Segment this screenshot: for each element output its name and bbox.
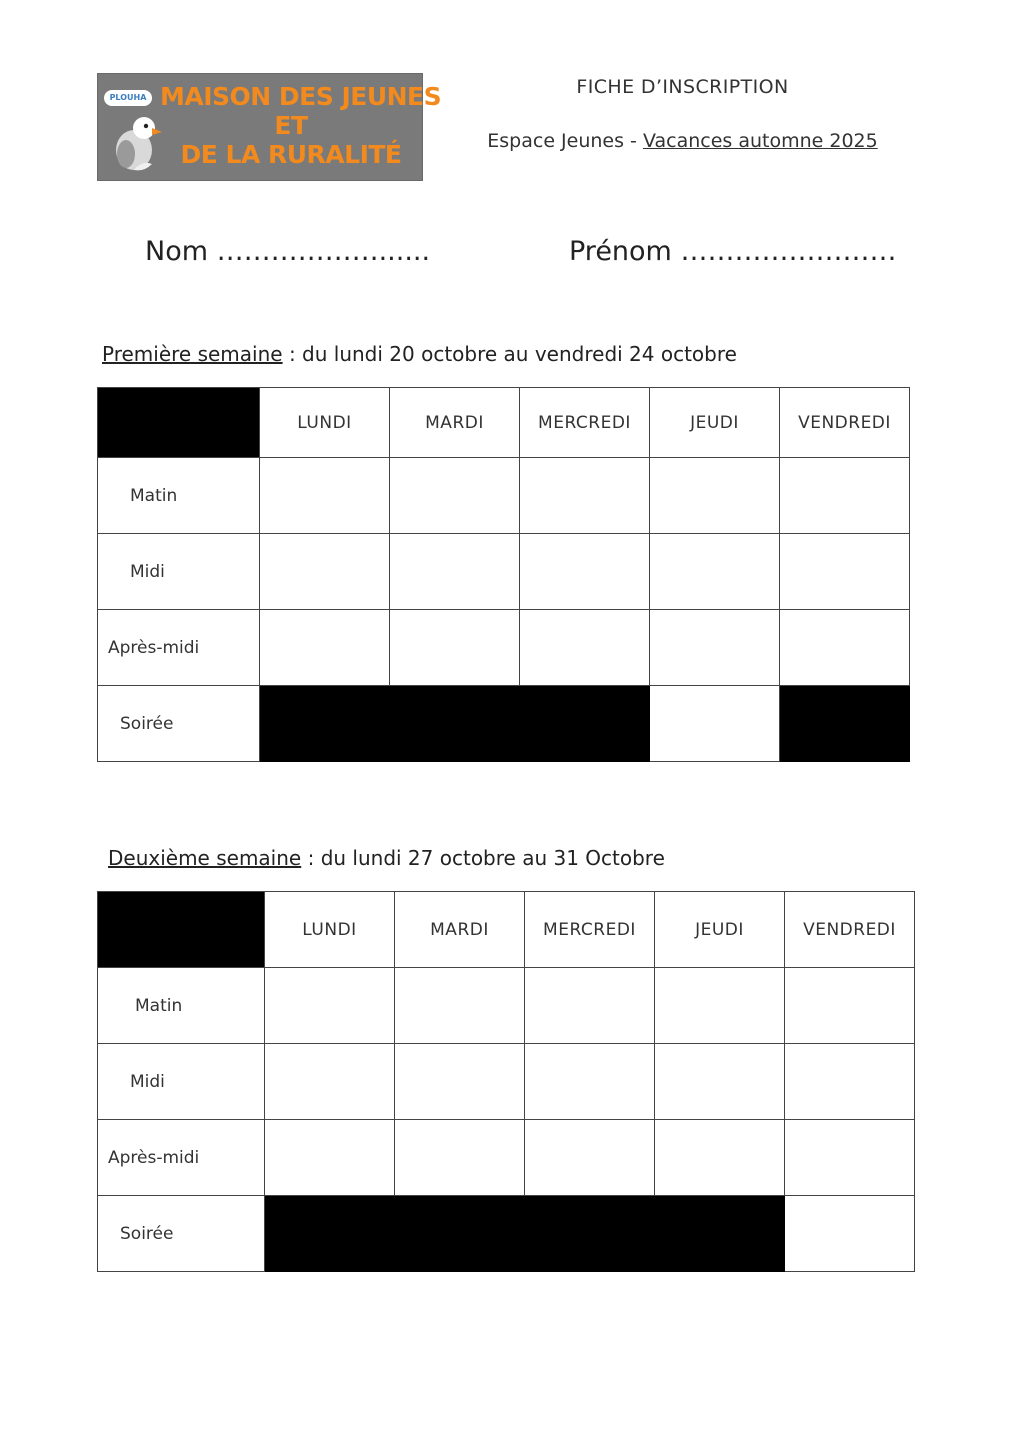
- table-row: [98, 686, 910, 762]
- day-header: JEUDI: [655, 892, 785, 968]
- corner-cell: [98, 892, 265, 968]
- logo-badge: PLOUHA: [104, 90, 152, 106]
- blocked-cell: [525, 1196, 655, 1272]
- form-subtitle: [480, 130, 885, 152]
- blocked-cell: [395, 1196, 525, 1272]
- checkbox-cell[interactable]: [260, 534, 390, 610]
- checkbox-cell[interactable]: [395, 1120, 525, 1196]
- blocked-cell: [390, 686, 520, 762]
- week-range: : du lundi 27 octobre au 31 Octobre: [301, 846, 665, 870]
- subtitle-period: Vacances automne 2025: [642, 130, 878, 152]
- checkbox-cell[interactable]: [650, 458, 780, 534]
- slot-label: Matin: [98, 458, 260, 534]
- table-header-row: [98, 388, 910, 458]
- checkbox-cell[interactable]: [650, 534, 780, 610]
- checkbox-cell[interactable]: [395, 1044, 525, 1120]
- blocked-cell: [520, 686, 650, 762]
- slot-label: Midi: [98, 534, 260, 610]
- slot-label: Soirée: [98, 686, 260, 762]
- checkbox-cell[interactable]: [780, 458, 910, 534]
- table-row: [98, 1120, 915, 1196]
- checkbox-cell[interactable]: [265, 1044, 395, 1120]
- table-row: [98, 458, 910, 534]
- day-header: JEUDI: [650, 388, 780, 458]
- checkbox-cell[interactable]: [655, 1120, 785, 1196]
- week-2-heading: [108, 846, 665, 870]
- blocked-cell: [260, 686, 390, 762]
- table-row: [98, 968, 915, 1044]
- bird-icon: [112, 112, 162, 176]
- checkbox-cell[interactable]: [650, 610, 780, 686]
- slot-label: Soirée: [98, 1196, 265, 1272]
- checkbox-cell[interactable]: [265, 968, 395, 1044]
- checkbox-cell[interactable]: [780, 534, 910, 610]
- checkbox-cell[interactable]: [785, 968, 915, 1044]
- day-header: LUNDI: [260, 388, 390, 458]
- table-row: [98, 1044, 915, 1120]
- checkbox-cell[interactable]: [525, 968, 655, 1044]
- week-range: : du lundi 20 octobre au vendredi 24 octobre: [282, 342, 737, 366]
- week-label: Deuxième semaine: [108, 846, 302, 870]
- nom-field[interactable]: Nom ………………......: [145, 236, 431, 267]
- checkbox-cell[interactable]: [655, 1044, 785, 1120]
- form-title: FICHE D’INSCRIPTION: [576, 76, 789, 98]
- checkbox-cell[interactable]: [525, 1044, 655, 1120]
- subtitle-prefix: Espace Jeunes -: [487, 130, 643, 152]
- checkbox-cell[interactable]: [390, 610, 520, 686]
- checkbox-cell[interactable]: [785, 1196, 915, 1272]
- day-header: VENDREDI: [780, 388, 910, 458]
- table-header-row: [98, 892, 915, 968]
- checkbox-cell[interactable]: [520, 534, 650, 610]
- checkbox-cell[interactable]: [785, 1120, 915, 1196]
- slot-label: Midi: [98, 1044, 265, 1120]
- week-label: Première semaine: [102, 342, 283, 366]
- day-header: LUNDI: [265, 892, 395, 968]
- prenom-field[interactable]: Prénom ……………………: [569, 236, 897, 267]
- day-header: MERCREDI: [520, 388, 650, 458]
- logo: [97, 73, 442, 181]
- logo-line: ET: [274, 111, 308, 140]
- day-header: MERCREDI: [525, 892, 655, 968]
- day-header: MARDI: [390, 388, 520, 458]
- table-row: [98, 1196, 915, 1272]
- blocked-cell: [780, 686, 910, 762]
- logo-line: DE LA RURALITÉ: [180, 140, 402, 169]
- week-1-table: [97, 387, 910, 762]
- checkbox-cell[interactable]: [520, 610, 650, 686]
- checkbox-cell[interactable]: [390, 458, 520, 534]
- slot-label: Matin: [98, 968, 265, 1044]
- checkbox-cell[interactable]: [785, 1044, 915, 1120]
- checkbox-cell[interactable]: [390, 534, 520, 610]
- checkbox-cell[interactable]: [655, 968, 785, 1044]
- slot-label: Après-midi: [98, 610, 260, 686]
- corner-cell: [98, 388, 260, 458]
- week-1-heading: [102, 342, 737, 366]
- day-header: MARDI: [395, 892, 525, 968]
- blocked-cell: [265, 1196, 395, 1272]
- checkbox-cell[interactable]: [260, 458, 390, 534]
- week-2-table: [97, 891, 915, 1272]
- checkbox-cell[interactable]: [525, 1120, 655, 1196]
- table-row: [98, 534, 910, 610]
- checkbox-cell[interactable]: [780, 610, 910, 686]
- checkbox-cell[interactable]: [395, 968, 525, 1044]
- day-header: VENDREDI: [785, 892, 915, 968]
- logo-line: MAISON DES JEUNES: [160, 82, 442, 111]
- table-row: [98, 610, 910, 686]
- blocked-cell: [655, 1196, 785, 1272]
- checkbox-cell[interactable]: [650, 686, 780, 762]
- slot-label: Après-midi: [98, 1120, 265, 1196]
- checkbox-cell[interactable]: [520, 458, 650, 534]
- checkbox-cell[interactable]: [265, 1120, 395, 1196]
- checkbox-cell[interactable]: [260, 610, 390, 686]
- logo-text: [160, 82, 442, 169]
